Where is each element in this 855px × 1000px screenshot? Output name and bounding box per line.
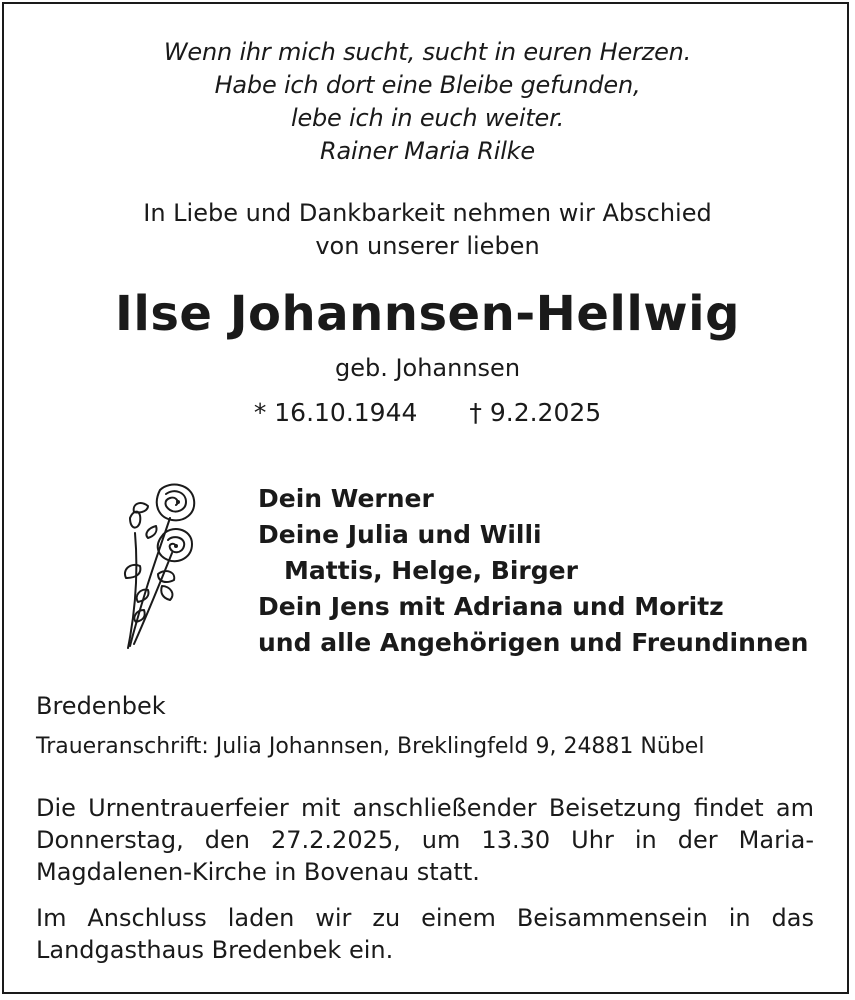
intro-line-1: In Liebe und Dankbarkeit nehmen wir Abschied [143, 199, 712, 227]
poem-quote [0, 36, 855, 168]
gathering-text: Im Anschluss laden wir zu einem Beisammensein in das Landgasthaus Bredenbek ein. [36, 904, 814, 964]
deceased-name: Ilse Johannsen-Hellwig [115, 286, 740, 342]
mourner-line: Mattis, Helge, Birger [284, 556, 578, 585]
intro-text [0, 197, 855, 263]
death-date: † 9.2.2025 [469, 398, 602, 427]
mourning-address: Traueranschrift: Julia Johannsen, Breklingfeld 9, 24881 Nübel [36, 734, 705, 759]
mourner-line: und alle Angehörigen und Freundinnen [258, 628, 809, 657]
mourner-line: Dein Werner [258, 484, 434, 513]
poem-line: lebe ich in euch weiter. [290, 104, 565, 132]
birth-date: * 16.10.1944 [253, 398, 418, 427]
birth-name: geb. Johannsen [334, 354, 521, 382]
ceremony-text: Die Urnentrauerfeier mit anschließender Beisetzung findet am Donnerstag, den 27.2.2025, um 13.30 Uhr in der Maria-Magdalenen-Kirche in Bovenau statt. [36, 794, 814, 886]
life-dates [0, 396, 855, 430]
mourners-list [258, 481, 808, 661]
poem-author: Rainer Maria Rilke [320, 137, 535, 165]
rose-icon [100, 478, 205, 658]
place-name: Bredenbek [36, 692, 166, 720]
mourner-line: Deine Julia und Willi [258, 520, 542, 549]
poem-line: Habe ich dort eine Bleibe gefunden, [214, 71, 641, 99]
poem-line: Wenn ihr mich sucht, sucht in euren Herzen. [163, 38, 692, 66]
mourner-line: Dein Jens mit Adriana und Moritz [258, 592, 724, 621]
intro-line-2: von unserer lieben [315, 232, 540, 260]
